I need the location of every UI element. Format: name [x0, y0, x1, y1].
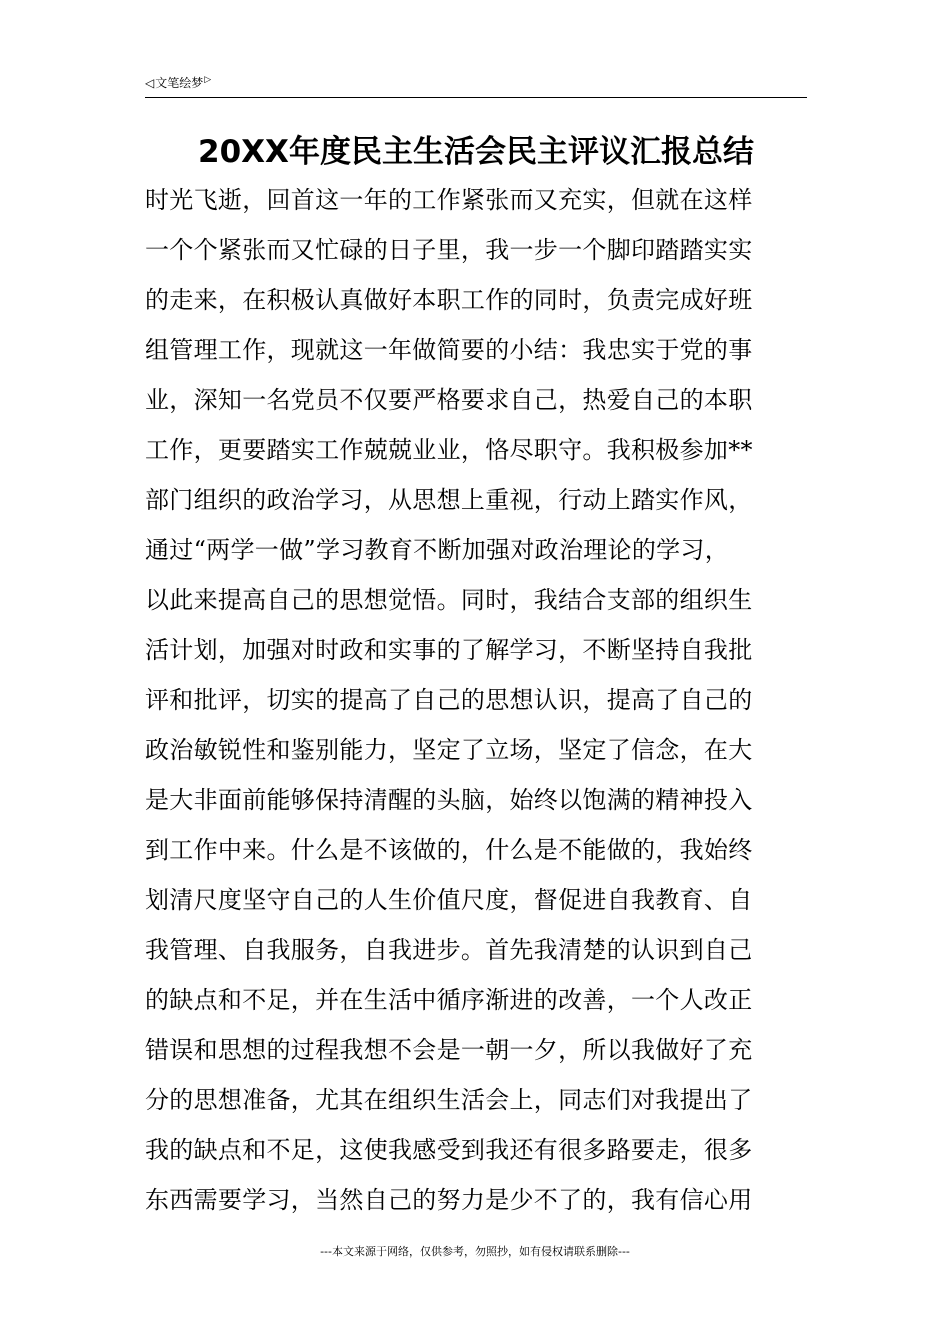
body-line: 分的思想准备，尤其在组织生活会上，同志们对我提出了	[145, 1086, 753, 1114]
body-line: 错误和思想的过程我想不会是一朝一夕，所以我做好了充	[145, 1036, 753, 1064]
body-line: 活计划，加强对时政和实事的了解学习，不断坚持自我批	[145, 636, 753, 664]
body-line: 政治敏锐性和鉴别能力，坚定了立场，坚定了信念，在大	[145, 736, 753, 764]
body-line: 通过“两学一做”学习教育不断加强对政治理论的学习，	[145, 536, 730, 564]
page-footer-disclaimer: ---本文来源于网络，仅供参考，勿照抄，如有侵权请联系删除---	[320, 1245, 630, 1258]
document-title: 20XX年度民主生活会民主评议汇报总结	[198, 134, 754, 170]
page-header	[145, 72, 807, 98]
body-line: 以此来提高自己的思想觉悟。同时，我结合支部的组织生	[145, 586, 753, 614]
body-line: 组管理工作，现就这一年做简要的小结：我忠实于党的事	[145, 336, 753, 364]
body-line: 划清尺度坚守自己的人生价值尺度，督促进自我教育、自	[145, 886, 753, 914]
body-line: 部门组织的政治学习，从思想上重视，行动上踏实作风，	[145, 486, 753, 514]
header-text: 文笔绘梦	[155, 76, 204, 90]
body-line: 我管理、自我服务，自我进步。首先我清楚的认识到自己	[145, 936, 753, 964]
body-line: 工作，更要踏实工作兢兢业业，恪尽职守。我积极参加**	[145, 436, 753, 464]
body-line: 到工作中来。什么是不该做的，什么是不能做的，我始终	[145, 836, 753, 864]
body-line: 东西需要学习，当然自己的努力是少不了的，我有信心用	[145, 1186, 753, 1214]
body-line: 一个个紧张而又忙碌的日子里，我一步一个脚印踏踏实实	[145, 236, 753, 264]
body-line: 的走来，在积极认真做好本职工作的同时，负责完成好班	[145, 286, 753, 314]
body-line: 评和批评，切实的提高了自己的思想认识，提高了自己的	[145, 686, 753, 714]
body-line: 的缺点和不足，并在生活中循序渐进的改善，一个人改正	[145, 986, 753, 1014]
document-body	[145, 175, 815, 1225]
body-line: 业，深知一名党员不仅要严格要求自己，热爱自己的本职	[145, 386, 753, 414]
left-triangle-icon: ◁	[145, 76, 155, 90]
right-triangle-icon: ▷	[204, 75, 212, 85]
header-brand	[145, 75, 211, 91]
body-line: 时光飞逝，回首这一年的工作紧张而又充实，但就在这样	[145, 186, 753, 214]
body-line: 是大非面前能够保持清醒的头脑，始终以饱满的精神投入	[145, 786, 753, 814]
body-line: 我的缺点和不足，这使我感受到我还有很多路要走，很多	[145, 1136, 753, 1164]
